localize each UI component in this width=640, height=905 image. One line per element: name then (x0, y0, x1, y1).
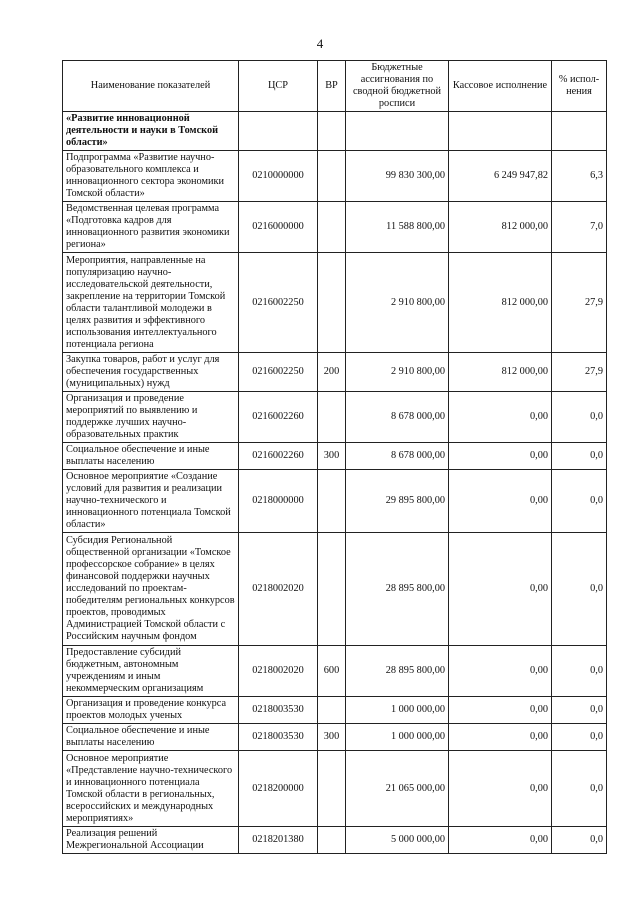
row-vr (318, 751, 346, 827)
row-pct: 6,3 (552, 151, 607, 202)
table-row (63, 151, 607, 202)
page-number: 4 (316, 36, 324, 51)
row-vr (318, 533, 346, 646)
row-budget: 11 588 800,00 (346, 202, 449, 253)
row-cash (449, 112, 552, 151)
row-name: Социальное обеспечение и иные выплаты населению (63, 724, 239, 751)
table-row (63, 353, 607, 392)
row-csr: 0210000000 (239, 151, 318, 202)
row-budget: 8 678 000,00 (346, 443, 449, 470)
row-name: Подпрограмма «Развитие научно-образовательного комплекса и инновационного сектора экономики Томской области» (63, 151, 239, 202)
row-cash: 6 249 947,82 (449, 151, 552, 202)
table-row (63, 827, 607, 854)
row-cash: 0,00 (449, 443, 552, 470)
table-row (63, 533, 607, 646)
row-cash: 0,00 (449, 392, 552, 443)
table-row (63, 697, 607, 724)
row-csr: 0218201380 (239, 827, 318, 854)
row-pct: 27,9 (552, 253, 607, 353)
row-cash: 0,00 (449, 533, 552, 646)
row-cash: 0,00 (449, 697, 552, 724)
row-name: Закупка товаров, работ и услуг для обеспечения государственных (муниципальных) нужд (63, 353, 239, 392)
row-pct: 0,0 (552, 827, 607, 854)
row-pct: 0,0 (552, 724, 607, 751)
table-row (63, 443, 607, 470)
table-row (63, 112, 607, 151)
row-name: Реализация решений Межрегиональной Ассоциации (63, 827, 239, 854)
row-csr (239, 112, 318, 151)
row-vr: 300 (318, 443, 346, 470)
budget-execution-table (62, 60, 607, 854)
row-cash: 0,00 (449, 646, 552, 697)
row-vr: 300 (318, 724, 346, 751)
row-name: Организация и проведение конкурса проектов молодых ученых (63, 697, 239, 724)
row-csr: 0216002250 (239, 353, 318, 392)
row-cash: 0,00 (449, 751, 552, 827)
header-csr: ЦСР (239, 61, 318, 112)
row-pct: 0,0 (552, 697, 607, 724)
header-pct: % испол-нения (552, 61, 607, 112)
row-budget: 1 000 000,00 (346, 724, 449, 751)
row-csr: 0216002260 (239, 392, 318, 443)
row-name: «Развитие инновационной деятельности и науки в Томской области» (63, 112, 239, 151)
row-pct (552, 112, 607, 151)
row-vr (318, 112, 346, 151)
table-row (63, 202, 607, 253)
row-vr (318, 470, 346, 533)
table-row (63, 470, 607, 533)
row-name: Основное мероприятие «Создание условий для развития и реализации научно-технического и инновационного потенциала Томской области» (63, 470, 239, 533)
row-csr: 0218002020 (239, 533, 318, 646)
row-pct: 0,0 (552, 470, 607, 533)
row-budget: 29 895 800,00 (346, 470, 449, 533)
row-cash: 812 000,00 (449, 253, 552, 353)
row-pct: 0,0 (552, 533, 607, 646)
row-vr (318, 827, 346, 854)
row-name: Субсидия Региональной общественной организации «Томское профессорское собрание» в целях финансовой поддержки научных исследований по проектам-победителям региональных конкурсов проектов, проводимых Администрацией Томской области с Российским научным фондом (63, 533, 239, 646)
row-csr: 0218003530 (239, 724, 318, 751)
row-budget: 5 000 000,00 (346, 827, 449, 854)
header-cash: Кассовое исполнение (449, 61, 552, 112)
row-pct: 27,9 (552, 353, 607, 392)
table-row (63, 751, 607, 827)
row-pct: 7,0 (552, 202, 607, 253)
row-budget: 21 065 000,00 (346, 751, 449, 827)
row-csr: 0218000000 (239, 470, 318, 533)
row-name: Предоставление субсидий бюджетным, автономным учреждениям и иным некоммерческим организациям (63, 646, 239, 697)
row-budget (346, 112, 449, 151)
row-name: Мероприятия, направленные на популяризацию научно-исследовательской деятельности, закрепление на территории Томской области талантливой молодежи в целях развития и эффективного использования интеллектуального потенциала региона (63, 253, 239, 353)
row-pct: 0,0 (552, 443, 607, 470)
row-name: Социальное обеспечение и иные выплаты населению (63, 443, 239, 470)
row-cash: 0,00 (449, 470, 552, 533)
row-budget: 28 895 800,00 (346, 533, 449, 646)
row-cash: 812 000,00 (449, 202, 552, 253)
row-pct: 0,0 (552, 646, 607, 697)
row-vr (318, 202, 346, 253)
row-csr: 0218002020 (239, 646, 318, 697)
row-budget: 2 910 800,00 (346, 353, 449, 392)
row-pct: 0,0 (552, 392, 607, 443)
row-csr: 0216002260 (239, 443, 318, 470)
row-vr: 200 (318, 353, 346, 392)
row-name: Организация и проведение мероприятий по выявлению и поддержке лучших научно-образовательных практик (63, 392, 239, 443)
row-csr: 0216000000 (239, 202, 318, 253)
table-row (63, 724, 607, 751)
header-vr: ВР (318, 61, 346, 112)
row-budget: 99 830 300,00 (346, 151, 449, 202)
row-vr: 600 (318, 646, 346, 697)
row-name: Основное мероприятие «Представление научно-технического и инновационного потенциала Томской области в региональных, всероссийских и международных мероприятиях» (63, 751, 239, 827)
row-budget: 28 895 800,00 (346, 646, 449, 697)
row-cash: 0,00 (449, 724, 552, 751)
header-budget: Бюджетные ассигнования по сводной бюджетной росписи (346, 61, 449, 112)
table-header-row (63, 61, 607, 112)
row-vr (318, 392, 346, 443)
row-budget: 8 678 000,00 (346, 392, 449, 443)
table-row (63, 646, 607, 697)
row-csr: 0218003530 (239, 697, 318, 724)
table-row (63, 392, 607, 443)
row-cash: 0,00 (449, 827, 552, 854)
table-row (63, 253, 607, 353)
row-pct: 0,0 (552, 751, 607, 827)
row-budget: 2 910 800,00 (346, 253, 449, 353)
row-budget: 1 000 000,00 (346, 697, 449, 724)
row-vr (318, 697, 346, 724)
row-cash: 812 000,00 (449, 353, 552, 392)
row-vr (318, 253, 346, 353)
row-vr (318, 151, 346, 202)
row-csr: 0216002250 (239, 253, 318, 353)
row-name: Ведомственная целевая программа «Подготовка кадров для инновационного развития экономики региона» (63, 202, 239, 253)
row-csr: 0218200000 (239, 751, 318, 827)
header-name: Наименование показателей (63, 61, 239, 112)
